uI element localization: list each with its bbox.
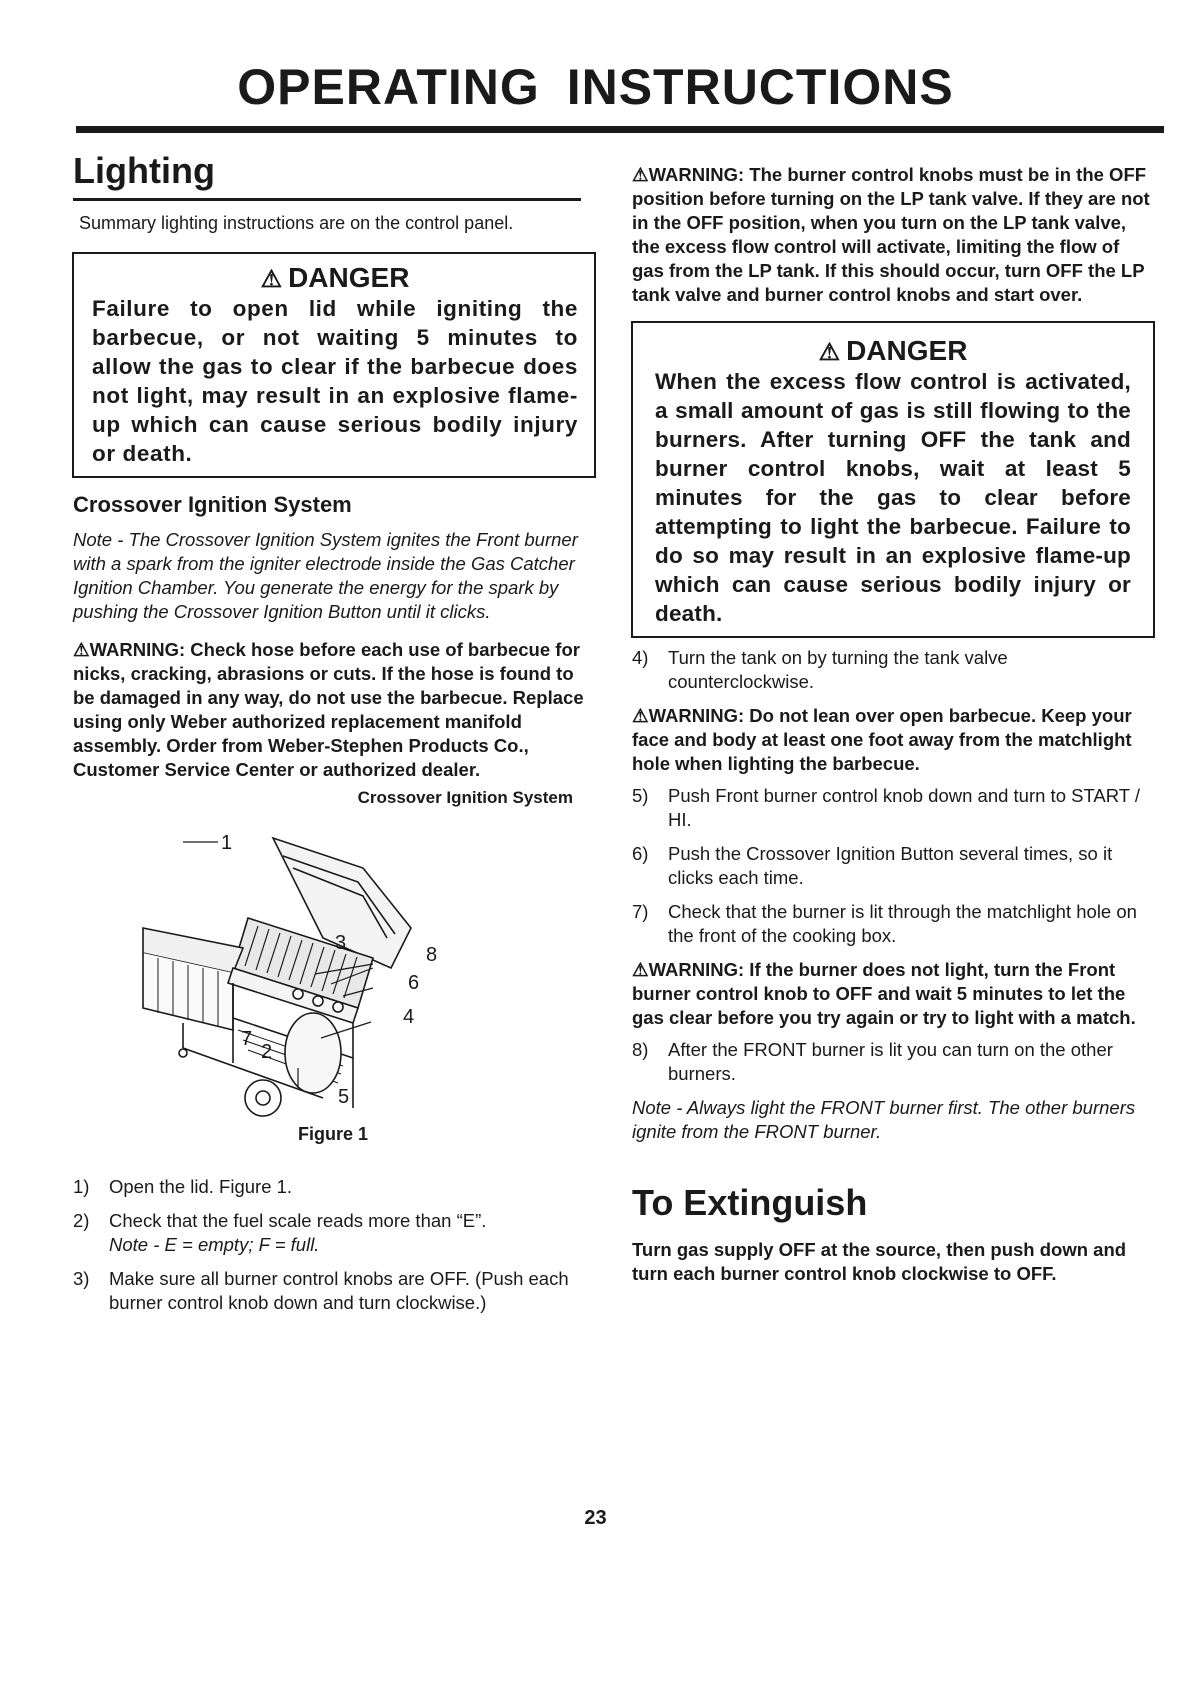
danger-text: Failure to open lid while igniting the barbecue, or not waiting 5 minutes to allow the gas to clear if the barbecue does not light, may result in an explosive flame-up which can cause serious bodily injury or death. xyxy=(92,296,578,466)
lean-warning: ⚠WARNING: Do not lean over open barbecue. Keep your face and body at least one foot away from the matchlight hole when lighting the barbecue. xyxy=(632,705,1132,774)
callout-1: 1 xyxy=(221,832,233,854)
title-rule xyxy=(76,126,1164,133)
list-item: 8) After the FRONT burner is lit you can turn on the other burners. xyxy=(632,1039,1113,1084)
light-warning: ⚠WARNING: If the burner does not light, turn the Front burner control knob to OFF and wait 5 minutes to let the gas clear before you try again or try to light with a match. xyxy=(632,959,1136,1028)
knob-warning: ⚠WARNING: The burner control knobs must be in the OFF position before turning on the LP tank valve. If they are not in the OFF position, when you turn on the LP tank valve, the excess flow control will activate, limiting the flow of gas from the LP tank. If this should occur, turn OFF the LP tank valve and burner control knobs and start over. xyxy=(632,164,1150,305)
warning-triangle-icon: ⚠ xyxy=(632,705,649,726)
page-number: 23 xyxy=(584,1507,607,1529)
lighting-step-8 xyxy=(632,1038,1152,1086)
callout-2: 2 xyxy=(261,1041,273,1063)
list-item: 2) Check that the fuel scale reads more than “E”. Note - E = empty; F = full. xyxy=(73,1210,487,1255)
left-column xyxy=(73,150,593,1325)
lighting-steps-b xyxy=(632,784,1152,948)
warning-triangle-icon: ⚠ xyxy=(632,959,649,980)
crossover-heading: Crossover Ignition System xyxy=(73,492,352,517)
danger-box-lid xyxy=(72,252,596,478)
list-item: 3) Make sure all burner control knobs are OFF. (Push each burner control knob down and turn clockwise.) xyxy=(73,1268,569,1313)
danger-title: ⚠ DANGER xyxy=(818,335,968,366)
list-item: 4) Turn the tank on by turning the tank valve counterclockwise. xyxy=(632,647,1008,692)
callout-7: 7 xyxy=(241,1028,253,1050)
hose-warning: ⚠WARNING: Check hose before each use of barbecue for nicks, cracking, abrasions or cuts. If the hose is found to be damaged in any way, do not use the barbecue. Replace using only Weber authorized replacement manifold assembly. Order from Weber-Stephen Products Co., Customer Service Center or authorized dealer. xyxy=(73,639,584,780)
extinguish-heading: To Extinguish xyxy=(632,1182,868,1223)
right-column xyxy=(632,163,1152,1286)
warning-triangle-icon: ⚠ xyxy=(73,639,90,660)
list-item: 1) Open the lid. Figure 1. xyxy=(73,1176,293,1197)
extinguish-text: Turn gas supply OFF at the source, then push down and turn each burner control knob clockwise to OFF. xyxy=(632,1239,1127,1284)
figure-caption: Crossover Ignition System xyxy=(357,788,573,807)
warning-triangle-icon: ⚠ xyxy=(260,266,283,293)
warning-triangle-icon: ⚠ xyxy=(632,164,649,185)
callout-3: 3 xyxy=(335,932,347,954)
warning-triangle-icon: ⚠ xyxy=(818,339,841,366)
grill-illustration xyxy=(73,808,593,1128)
callout-4: 4 xyxy=(403,1006,415,1028)
lighting-step-4 xyxy=(632,646,1152,694)
summary-text: Summary lighting instructions are on the control panel. xyxy=(79,213,514,233)
list-item: 6) Push the Crossover Ignition Button several times, so it clicks each time. xyxy=(632,843,1113,888)
grill-figure xyxy=(73,808,593,1128)
lighting-rule xyxy=(73,198,581,201)
danger-text: When the excess flow control is activated, a small amount of gas is still flowing to the burners. After turning OFF the tank and burner control knobs, wait at least 5 minutes for the gas to clear before attempting to light the barbecue. Failure to do so may result in an explosive flame-up which can cause serious bodily injury or death. xyxy=(655,369,1131,626)
list-item: 5) Push Front burner control knob down and turn to START / HI. xyxy=(632,785,1141,830)
callout-6: 6 xyxy=(408,972,420,994)
lighting-steps-a xyxy=(73,1175,593,1315)
callout-8: 8 xyxy=(426,944,438,966)
list-item: 7) Check that the burner is lit through the matchlight hole on the front of the cooking box. xyxy=(632,901,1137,946)
crossover-note: Note - The Crossover Ignition System ignites the Front burner with a spark from the igniter electrode inside the Gas Catcher Ignition Chamber. You generate the energy for the spark by pushing the Crossover Ignition Button until it clicks. xyxy=(73,529,578,622)
callout-5: 5 xyxy=(338,1086,350,1108)
lighting-heading: Lighting xyxy=(73,150,215,191)
danger-title: ⚠ DANGER xyxy=(260,262,410,293)
figure-label: Figure 1 xyxy=(297,1124,368,1144)
danger-box-excess-flow xyxy=(631,321,1155,638)
page-title: OPERATING INSTRUCTIONS xyxy=(237,59,954,115)
front-burner-note: Note - Always light the FRONT burner first. The other burners ignite from the FRONT burner. xyxy=(632,1097,1136,1142)
